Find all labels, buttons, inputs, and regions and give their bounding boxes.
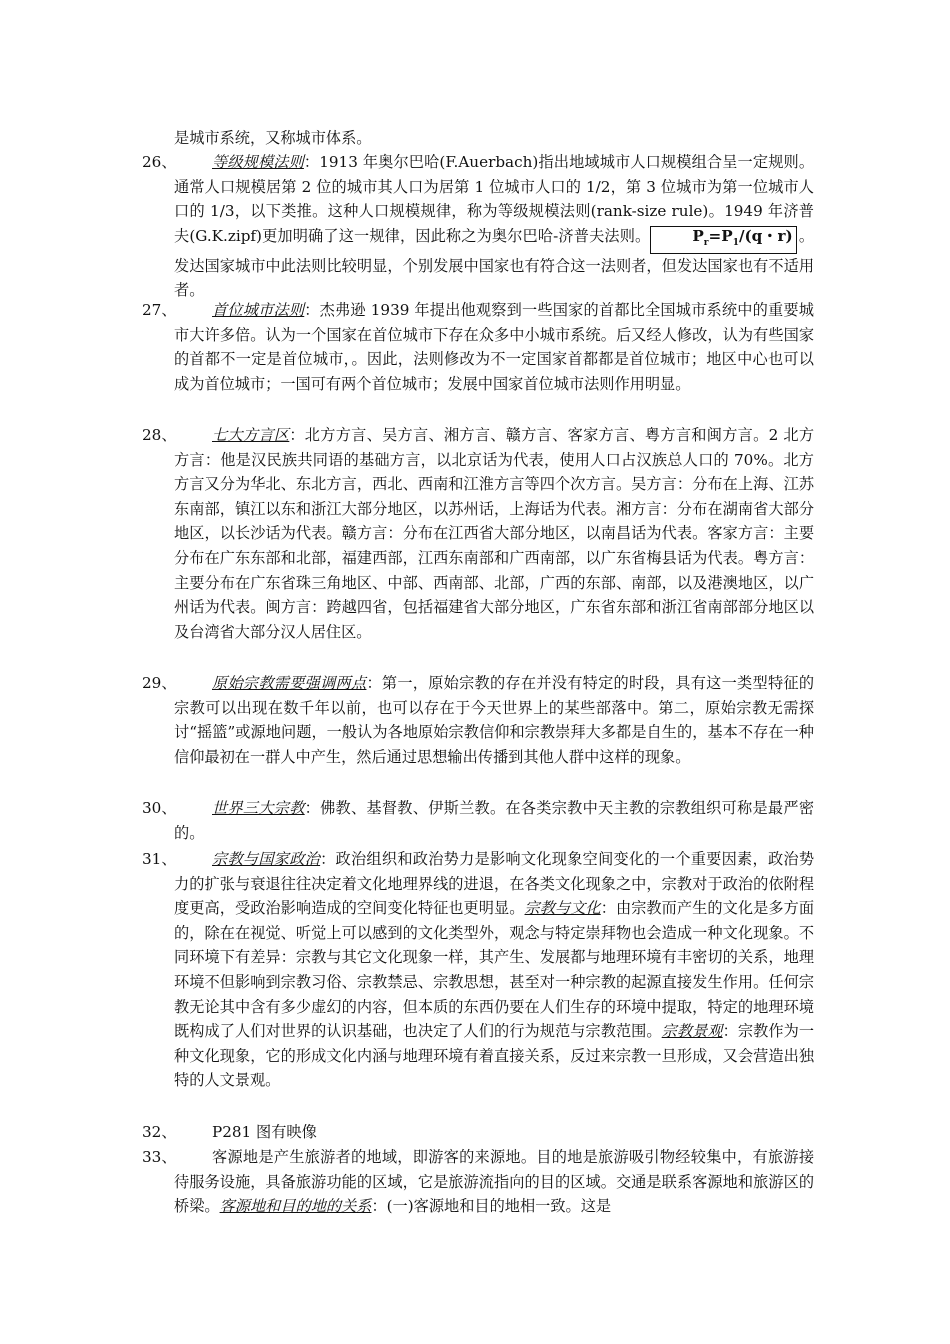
list-item-30 bbox=[142, 796, 814, 845]
item-text-2: 。发达国家城市中此法则比较明显，个别发展中国家也有符合这一法则者，但发达国家也有不适用者。 bbox=[174, 226, 815, 300]
list-item-33 bbox=[142, 1145, 814, 1219]
item-text-3: ：宗教作为一种文化现象，它的形成文化内涵与地理环境有着直接关系，反过来宗教一旦形成，又会营造出独特的人文景观。 bbox=[174, 1022, 815, 1090]
term-world-religions: 世界三大宗教 bbox=[212, 799, 305, 817]
term-seven-dialects: 七大方言区 bbox=[212, 426, 290, 444]
term-religious-landscape: 宗教景观 bbox=[661, 1022, 723, 1041]
term-religion-culture: 宗教与文化 bbox=[524, 899, 601, 918]
continuation-text: 是城市系统，又称城市体系。 bbox=[174, 129, 372, 147]
item-body bbox=[174, 298, 814, 396]
item-text: ：北方方言、吴方言、湘方言、赣方言、客家方言、粤方言和闽方言。2 北方方言：他是汉民族共同语的基础方言，以北京话为代表，使用人口占汉族总人口的 70%。北方方言又分为华北、东北方言，西北、西南和江淮方言等四个次方言。吴方言：分布在上海、江苏东南部，镇江以东和浙江大部分地区，以苏州话，上海话为代表。湘方言：分布在湖南省大部分地区，以长沙话为代表。赣方言：分布在江西省大部分地区，以南昌话为代表。客家方言：主要分布在广东东部和北部，福建西部，江西东南部和广西南部，以广东省梅县话为代表。粤方言：主要分布在广东省珠三角地区、中部、西南部、北部，广西的东部、南部，以及港澳地区，以广州话为代表。闽方言：跨越四省，包括福建省大部分地区，广东省东部和浙江省南部部分地区以及台湾省大部分汉人居住区。 bbox=[174, 426, 815, 641]
item-number: 26、 bbox=[142, 153, 177, 171]
item-text: ：第一，原始宗教的存在并没有特定的时段，具有这一类型特征的宗教可以出现在数千年以前，也可以存在于今天世界上的某些部落中。第二，原始宗教无需探讨“摇篮”或源地问题，一般认为各地原始宗教信仰和宗教崇拜大多都是自生的，基本不存在一种信仰最初在一群人中产生，然后通过思想输出传播到其他人群中这样的现象。 bbox=[174, 674, 815, 766]
list-item-29 bbox=[142, 671, 814, 769]
item-body bbox=[174, 1120, 814, 1145]
list-item-28 bbox=[142, 423, 814, 644]
item-text: ：1913 年奥尔巴哈(F.Auerbach)指出地域城市人口规模组合呈一定规则。通常人口规模居第 2 位的城市其人口为居第 1 位城市人口的 1/2，第 3 位城市为第一位城市人口的 1/3，以下类推。这种人口规模规律，称为等级规模法则(rank-size rule)。1949 年济普夫(G.K.zipf)更加明确了这一规律，因此称之为奥尔巴哈-济普夫法则。 bbox=[174, 153, 815, 245]
item-text: P281 图有映像 bbox=[212, 1123, 317, 1141]
list-item-32 bbox=[142, 1120, 814, 1145]
item-number: 27、 bbox=[142, 301, 177, 319]
item-text: ：杰弗逊 1939 年提出他观察到一些国家的首都比全国城市系统中的重要城市大许多倍。认为一个国家在首位城市下存在众多中小城市系统。后又经人修改，认为有些国家的首都不一定是首位城市，。因此，法则修改为不一定国家首都都是首位城市；地区中心也可以成为首位城市；一国可有两个首位城市；发展中国家首位城市法则作用明显。 bbox=[174, 301, 814, 393]
formula-box: $P_r=P_1/(q$・r) bbox=[650, 226, 796, 254]
item-body bbox=[174, 671, 814, 769]
item-number: 31、 bbox=[142, 850, 177, 868]
item-number: 30、 bbox=[142, 799, 177, 817]
item-body bbox=[174, 847, 814, 1093]
list-item-27 bbox=[142, 298, 814, 396]
term-religion-politics: 宗教与国家政治 bbox=[212, 850, 321, 868]
list-item-26 bbox=[142, 150, 814, 303]
item-number: 29、 bbox=[142, 674, 177, 692]
item-number: 28、 bbox=[142, 426, 177, 444]
term-origin-destination: 客源地和目的地的关系 bbox=[219, 1197, 372, 1216]
list-item-31 bbox=[142, 847, 814, 1093]
item-number: 33、 bbox=[142, 1148, 177, 1166]
item-body bbox=[174, 423, 814, 644]
item-text-2: ：由宗教而产生的文化是多方面的，除在在视觉、听觉上可以感到的文化类型外，观念与特定崇拜物也会造成一种文化现象。不同环境下有差异：宗教与其它文化现象一样，其产生、发展都与地理环境有丰密切的关系，地理环境不但影响到宗教习俗、宗教禁忌、宗教思想，甚至对一种宗教的起源直接发生作用。任何宗教无论其中含有多少虚幻的内容，但本质的东西仍要在人们生存的环境中提取，特定的地理环境既构成了人们对世界的认识基础，也决定了人们的行为规范与宗教范围。 bbox=[174, 899, 815, 1041]
term-rank-size-rule: 等级规模法则 bbox=[212, 153, 304, 171]
item-text-2: ：(一)客源地和目的地相一致。这是 bbox=[371, 1197, 612, 1216]
item-text: ：佛教、基督教、伊斯兰教。在各类宗教中天主教的宗教组织可称是最严密的。 bbox=[174, 799, 815, 842]
item-text: 客源地是产生旅游者的地域，即游客的来源地。目的地是旅游吸引物经较集中，有旅游接待服务设施，具备旅游功能的区域，它是旅游流指向的目的区域。交通是联系客源地和旅游区的桥梁。 bbox=[174, 1148, 814, 1216]
item-body bbox=[174, 150, 814, 303]
item-number: 32、 bbox=[142, 1123, 177, 1141]
item-body bbox=[174, 796, 814, 845]
item-text: ：政治组织和政治势力是影响文化现象空间变化的一个重要因素，政治势力的扩张与衰退往往决定着文化地理界线的进退，在各类文化现象之中，宗教对于政治的依附程度更高，受政治影响造成的空间变化特征也更明显。 bbox=[174, 850, 815, 918]
term-primate-city-law: 首位城市法则 bbox=[212, 301, 305, 319]
item-body bbox=[174, 1145, 814, 1219]
term-primitive-religion: 原始宗教需要强调两点 bbox=[212, 674, 367, 692]
